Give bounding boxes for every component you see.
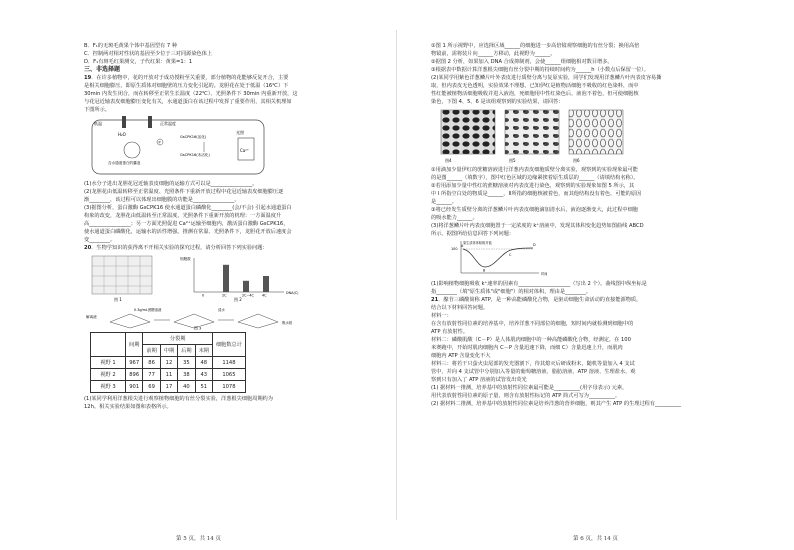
water-label: H₂O	[118, 132, 126, 137]
header-telophase: 末期	[195, 345, 212, 357]
q21-line-6: 米赛跑中，开始时肌肉细胞内 C－P 含量迅速下降，而细 C）含量迅速上升，而肌肉	[431, 345, 623, 351]
page-5-footer: 第 5 页，共 14 页	[176, 536, 221, 542]
tick-label-3: 4C	[262, 293, 267, 298]
table-cell: 17	[160, 381, 177, 393]
r2-line-1: 的是图______（填数字），图中红色区域的边缘紧挨着原生质层的______（请填结构名称）。	[431, 175, 639, 181]
q19-line-3: 与花冠近轴表皮细胞膨压变化有关，水通道蛋白在该过程中发挥了重要作用，其相关机理如	[84, 99, 292, 105]
table-cell: 86	[143, 357, 160, 369]
figure-3-caption: 图 3	[194, 325, 202, 330]
q19-sub-3e: 变________。	[84, 237, 116, 243]
point-b-label: B	[483, 268, 486, 273]
q19-sub-3d: 使水通道蛋白磷酸化，运输水的活性增强。推测在常温、光照条件下，龙胆花开放后速度会	[84, 229, 292, 235]
q20-line: 20．生物学知识的获得离不开相关实验的探究过程，请分析回答下列实验问题：	[84, 245, 268, 251]
r2-line-2: ②若用添加少量中性红的蔗糖溶液对内表皮进行染色，观察到的实验现象如图 5 所示，其	[431, 183, 635, 189]
table-cell: 1148	[212, 357, 245, 369]
q19-line-4: 下图所示。	[84, 107, 110, 113]
aquaporin-open	[148, 116, 152, 128]
point-c-label: C	[509, 253, 512, 257]
q21-line-3: 在含有放射性同位素的培养基中，培养洋葱不同部位的细胞，短时间内就检测到细胞中的	[431, 321, 634, 327]
table-row	[91, 369, 246, 381]
figure-6-caption: 图6	[573, 158, 580, 163]
table-cell: 视野 3	[91, 381, 126, 393]
micrograph-svg	[431, 108, 749, 164]
fig3-water-label: 清水	[218, 308, 225, 312]
q20-figures-1-2	[84, 254, 366, 304]
table-cell: 视野 1	[91, 357, 126, 369]
r3-line-0: (1)影响植物细胞吸收 k⁺速率的因素有____________________（写出 2 个）。曲线图中纵坐标是	[431, 281, 647, 287]
q21-number: 21	[431, 297, 439, 303]
phosphate-label: P	[158, 140, 161, 145]
point-d-label: D	[533, 243, 536, 247]
gscpk16-inactive-label: GsCPK16(未活化)	[180, 153, 210, 157]
page-6-footer: 第 6 页，共 14 页	[573, 536, 618, 542]
r-line-6: 性红能被植物活细胞吸收并进入液泡，死细胞用中性红染色后，液泡不着色，但可使细胞核	[431, 91, 639, 97]
fig3-sucrose-label: 0.3g/mL蔗糖溶液	[134, 308, 162, 312]
r3-line-1: 指________（填"原生质体"或"细胞"）的相对体积，理由是________。	[431, 289, 591, 295]
normal-temp-label: 正常温度	[160, 121, 176, 126]
q19-line-2: 30min 内发生闭合，而在转移至正常生长温度（22℃）、光照条件下 30min 内重新开放，这	[84, 91, 298, 97]
table-cell: 11	[160, 369, 177, 381]
q19-sub-2a: (2)龙胆花由低温转移至正常温度、光照条件下重新开放过程中花冠近轴表皮细胞膨压逐	[84, 189, 284, 195]
q21-line-5: 材料二：磷酸肌酸（C－P）是人体肌肉细胞中的一种高能磷酸化合物，经测定，在 100	[431, 337, 631, 343]
table-cell: 69	[143, 381, 160, 393]
option-c: C．控制两对相对性状的基因至少位于三对同源染色体上	[84, 51, 213, 57]
figure-4-caption: 图4	[445, 158, 452, 163]
r2-line-5: ③将已经发生质壁分离的洋葱鳞片叶内表皮细胞滴加清水后，液泡逐渐变大，此过程中细胞	[431, 207, 638, 213]
chart-x-label: DNA(C)	[286, 291, 299, 295]
tick-label-1: 2C	[222, 293, 227, 298]
dna-content-bar-chart	[180, 256, 299, 298]
option-d: D．F₁有斑毛红果测交，子代红果：黄果=1：1	[84, 59, 193, 65]
header-metaphase: 中期	[160, 345, 177, 357]
chart-y-label: 细胞数	[180, 257, 191, 261]
r2-line-8: 所示。据图所给信息回答下列问题：	[431, 231, 515, 237]
q21-line-7: 细胞内 ATP 含量变化不大	[431, 353, 491, 359]
bar-3	[263, 276, 269, 292]
vesicle-circle	[124, 142, 140, 158]
q19-line-0: 19．在许多植物中，花的开放对于成功授粉至关重要，部分植物的花能够反复开合，主要	[84, 75, 289, 81]
gscpk16-active-label: GsCPK16(活化)	[180, 135, 207, 139]
q21-line-4: ATP 有放射性。	[431, 329, 469, 335]
r-line-2: ②据图 2 分析，如果加入 DNA 合成抑制剂，会使______组细胞相对数目增多。	[431, 59, 613, 65]
figure-5-caption: 图5	[509, 158, 516, 163]
header-blank	[91, 333, 126, 357]
figure-1-caption: 图 1	[114, 297, 122, 302]
table-cell: 896	[126, 369, 143, 381]
table-cell: 43	[195, 369, 212, 381]
table-cell: 12	[160, 357, 177, 369]
q20-bottom-0: (1)某同学利用洋葱根尖进行观察植物细胞的有丝分裂实验，洋葱根尖细胞周期约为	[84, 396, 273, 402]
low-temp-label: 低温	[94, 121, 102, 126]
q19-sub-2b: 渐________，该过程可以体现出细胞膜的功能是________________。	[84, 197, 240, 203]
q19-line-1: 是相关细胞膨压，即原生质体对细胞壁的压力变化引起的。龙胆花在处于低温（16℃）下	[84, 83, 289, 89]
figure-5-image	[505, 110, 559, 154]
root-tip-micrograph	[92, 256, 152, 294]
table-cell: 1078	[212, 381, 245, 393]
q21-line-1: 结合以下材料回答问题。	[431, 305, 489, 311]
r-line-7: 染色，下图 4、5、6 是该组观察到的实验结果，请回答：	[431, 99, 564, 105]
r2-line-0: ①用滴加少量伊红的蔗糖溶液进行洋葱内表皮细胞质壁分离实验，观察到的实验现象最可能	[431, 167, 638, 173]
slide-3	[238, 314, 278, 328]
table-cell: 1065	[212, 369, 245, 381]
figure-6-image	[569, 110, 623, 154]
q21-line-8: 材料三：将若干只萤火虫尾部的发光器割下，待其熄灭后研成粉末，随机等量加入 4 支试	[431, 361, 635, 367]
r2-line-7: (3)将洋葱鳞片叶内表皮细胞置于一定浓度的 k⁺溶液中，发现其体积变化趋势如图曲线 ABCD	[431, 223, 644, 229]
q21-line-10: 察到只有加入了 ATP 溶液的试管发出荧光	[431, 377, 527, 383]
q19-number: 19	[84, 75, 92, 81]
r-line-0: ①图 1 所示视野中，应选择区域______的细胞进一步高倍镜观察细胞的有丝分裂；换用高倍	[431, 43, 640, 49]
header-division: 分裂期	[143, 333, 213, 345]
fig3-left-label: 解离液	[86, 315, 97, 319]
r2-line-3: 中 I 所指空白处的物质是______，II所指的细胞核被着色，而其他结构没有着色，可能的原因	[431, 191, 642, 197]
header-interphase: 间期	[126, 333, 143, 357]
q19-sub-1: (1)水分子进出龙胆花冠近轴表皮细胞的运输方式可以是________________。	[84, 181, 258, 187]
q20-figures-svg	[84, 254, 324, 304]
volume-graph	[449, 239, 749, 279]
table-row	[91, 381, 246, 393]
tick-label-0: 0	[202, 293, 205, 298]
micrograph-figures	[431, 108, 749, 164]
table-cell: 77	[143, 369, 160, 381]
table-cell: 967	[126, 357, 143, 369]
vesicle-label: 含水通道蛋白的囊泡	[108, 161, 141, 165]
header-anaphase: 后期	[178, 345, 195, 357]
graph-x-label: 时间	[541, 272, 548, 276]
graph-curve	[463, 248, 533, 267]
q19-sub-3b: 构象的改变，龙胆花由低温转至正常温度、光照条件下重新开放的机理：一方面温度升	[84, 213, 282, 219]
light-label: 光照	[236, 130, 244, 135]
q21-line-2: 材料一：	[431, 313, 452, 319]
r-line-1: 物镜前，需将装片向______方移动，此视野为______。	[431, 51, 556, 57]
point-a-label: A	[461, 244, 464, 248]
q20-number: 20	[84, 245, 92, 251]
table-cell: 40	[178, 381, 195, 393]
r-line-5: 取，但内表皮无色透明，实验效果不理想，已知伊红是植物活细胞不吸收的红色染料，而中	[431, 83, 639, 89]
table-cell: 视野 2	[91, 369, 126, 381]
calcium-label: Ca²⁺	[240, 148, 249, 153]
option-b: B．F₁的无斑毛黄果个体中基因型有 7 种	[84, 43, 178, 49]
slide-1	[110, 314, 150, 328]
header-prophase: 前期	[143, 345, 160, 357]
page-6	[397, 0, 794, 550]
graph-y100: 100	[451, 247, 458, 251]
page-5-content	[84, 42, 366, 411]
q20-figure-3	[84, 304, 366, 330]
q21-line-12: 用代表放射性同位素的原子量，则含有放射性标记的 ATP 简式可写为__________。	[431, 393, 621, 399]
page-6-content	[431, 42, 749, 408]
q19-sub-3c: 高________________；另一方面光照促进 Ca²⁺运输至细胞内，激活蛋白激酶 GsCPK16，	[84, 221, 289, 227]
table-header-row-1	[91, 333, 246, 345]
r2-line-6: 的吸水能力______。	[431, 215, 478, 221]
table-cell: 35	[178, 357, 195, 369]
aquaporin-closed	[122, 116, 126, 128]
table-cell: 901	[126, 381, 143, 393]
section-heading: 三、非选择题	[84, 66, 121, 73]
q21-line-13: (2) 据材料二推测，培养基中的放射性同位素是培养洋葱的营养细胞，则其产生 ATP 的生理过程有__________	[431, 401, 681, 407]
q19-mechanism-figure	[88, 116, 366, 178]
figure-4-image	[441, 110, 495, 154]
tick-label-2: 2C~4C	[242, 293, 254, 298]
table-cell: 48	[195, 357, 212, 369]
figure-2-caption: 图 2	[234, 297, 242, 302]
bar-1	[223, 265, 229, 292]
q21-line-11: (1) 据材料一推测，培养基中的放射性同位素最可能是__________(用字母表示) 元素，	[431, 385, 628, 391]
q21-line-0: 21．腺苷三磷酸简称 ATP，是一种高能磷酸化合物，是驱动细胞生命活动的直接能源物质，	[431, 297, 642, 303]
table-cell: 38	[178, 369, 195, 381]
cell-count-table	[90, 332, 246, 393]
q21-line-9: 管中，并向 4 支试管中分别加入等量的葡萄糖溶液、脂肪溶液、ATP 溶液、生理盐水，观	[431, 369, 636, 375]
q20-figure-3-svg	[84, 304, 324, 330]
volume-graph-svg	[449, 239, 559, 279]
q19-figure-svg	[88, 116, 268, 178]
q20-bottom-1: 12h。相关实验结果如图和表格所示。	[84, 404, 172, 410]
r2-line-4: 是______。	[431, 199, 457, 205]
table-row	[91, 357, 246, 369]
graph-y-label: 原生质体体积相对值	[463, 241, 492, 245]
r-line-4: (2)某同学用紫色洋葱鳞片叶外表皮进行质壁分离与复原实验，同学们发现用洋葱鳞片叶内表皮容易撕	[431, 75, 662, 81]
r-line-3: ③根据表中数据计算洋葱根尖细胞有丝分裂中期的持续时间约为______h（小数点后保留一位）。	[431, 67, 650, 73]
q19-sub-3a: (3)据图分析，蛋白激酶 GsCPK16 使水通道蛋白磷酸化________(会/不会) 引起水通道蛋白	[84, 205, 292, 211]
table-cell: 51	[195, 381, 212, 393]
bar-2	[243, 281, 249, 292]
fig3-paper-label: 吸水纸	[282, 321, 293, 325]
header-total: 细胞数总计	[212, 333, 245, 357]
